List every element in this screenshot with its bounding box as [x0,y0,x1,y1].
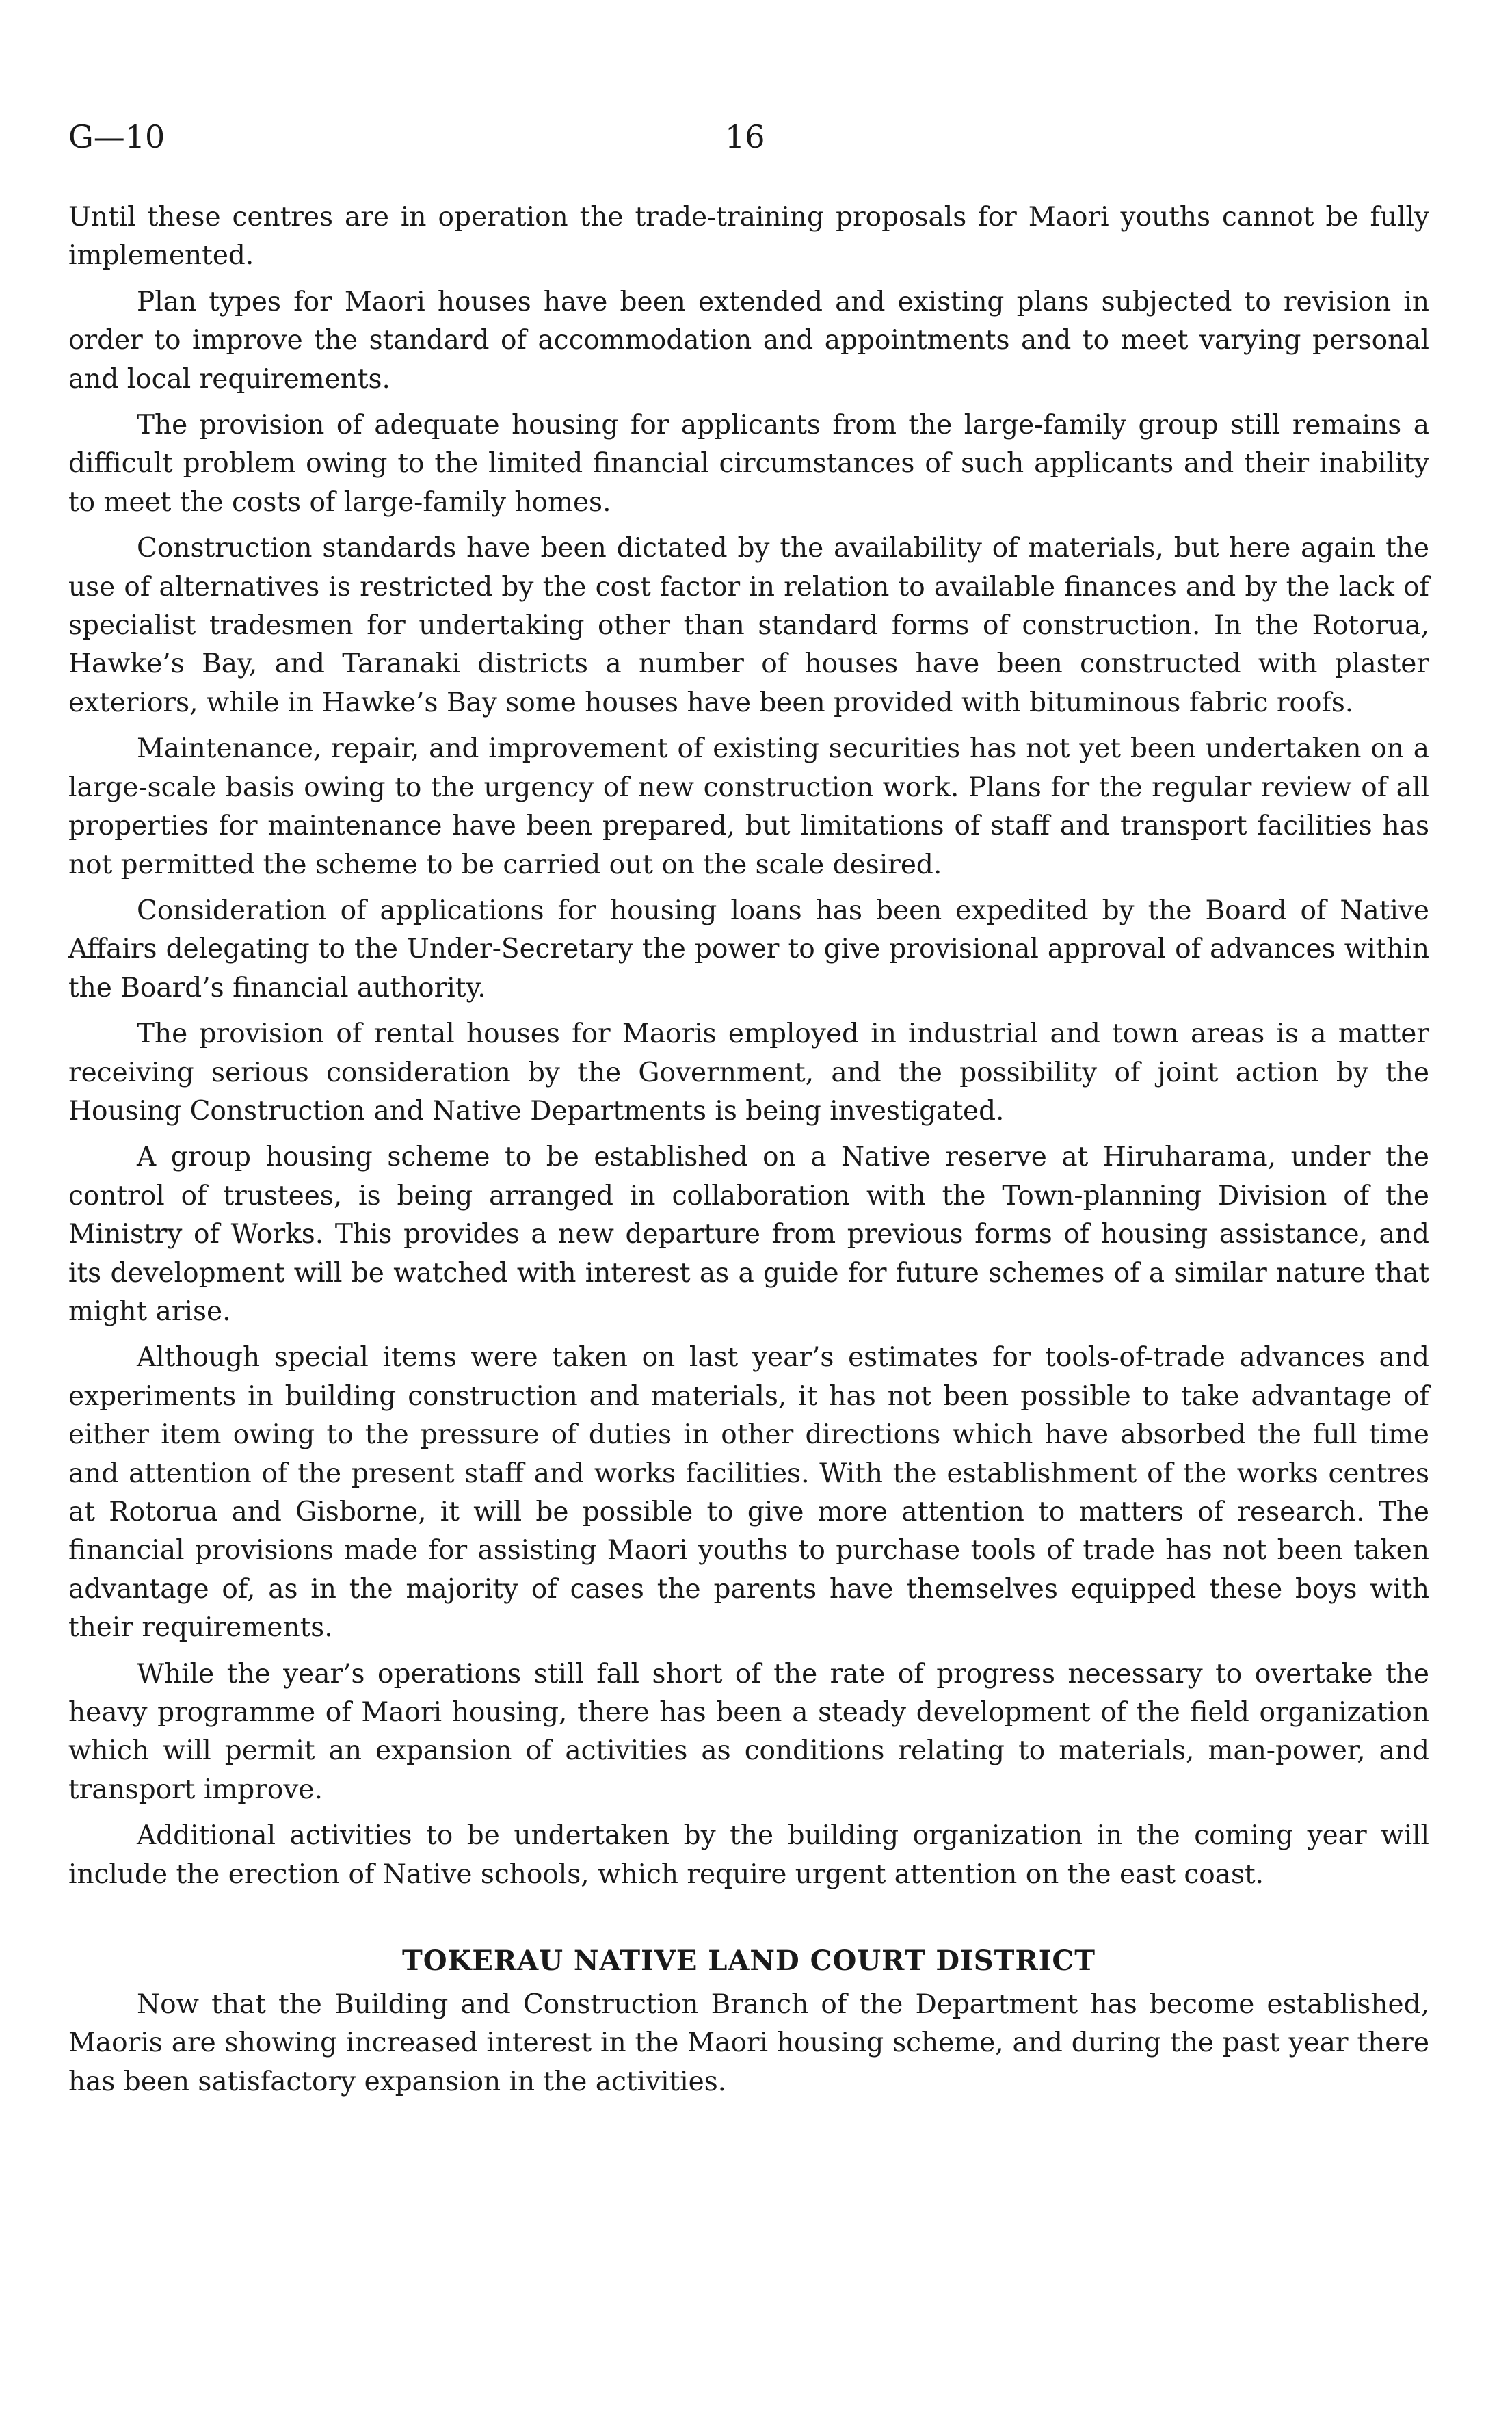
paragraph-group-housing: A group housing scheme to be established on a Native reserve at Hiruharama, under the control of trustees, is being arranged in collaboration with the Town-planning Division of the Ministry of Works. This provides a new departure from previous forms of housing assistance, and its development will be watched with interest as a guide for future schemes of a similar nature that might arise. [68,1142,1429,1327]
paragraph-year-operations: While the year’s operations still fall short of the rate of progress necessary to overtake the heavy programme of Maori housing, there has been a steady development of the field organization which will permit an expansion of activities as conditions relating to materials, man-power, and transport improve. [68,1658,1429,1805]
paragraph-special-items: Although special items were taken on last year’s estimates for tools-of-trade advances and experiments in building construction and materials, it has not been possible to take advantage of either item owing to the pressure of duties in other directions which have absorbed the full time and attention of the present staff and works facilities. With the establishment of the works centres at Rotorua and Gisborne, it will be possible to give more attention to matters of research. The financial provisions made for assisting Maori youths to purchase tools of trade has not been taken advantage of, as in the majority of cases the parents have themselves equipped these boys with their requirements. [68,1342,1429,1644]
paragraph-plan-types: Plan types for Maori houses have been extended and existing plans subjected to revision in order to improve the standard of accommodation and appointments and to meet varying personal and local requirements. [68,286,1429,395]
page-number: 16 [725,118,765,155]
document-page [68,116,1429,2109]
paragraph-additional-activities: Additional activities to be undertaken by the building organization in the coming year will include the erection of Native schools, which require urgent attention on the east coast. [68,1820,1429,1890]
section-heading: TOKERAU NATIVE LAND COURT DISTRICT [401,1945,1096,1977]
body-text [68,198,1429,2101]
paragraph-rental-houses: The provision of rental houses for Maoris employed in industrial and town areas is a matter receiving serious consideration by the Government, and the possibility of joint action by the Housing Construction and Native Departments is being investigated. [68,1019,1429,1127]
paragraph-maintenance: Maintenance, repair, and improvement of existing securities has not yet been undertaken on a large-scale basis owing to the urgency of new construction work. Plans for the regular review of all properties for maintenance have been prepared, but limitations of staff and transport facilities has not permitted the scheme to be carried out on the scale desired. [68,733,1429,880]
document-code: G—10 [68,118,165,155]
paragraph-construction-standards: Construction standards have been dictated by the availability of materials, but here again the use of alternatives is restricted by the cost factor in relation to available finances and by the lack of specialist tradesmen for undertaking other than standard forms of construction. In the Rotorua, Hawke’s Bay, and Taranaki districts a number of houses have been constructed with plaster exteriors, while in Hawke’s Bay some houses have been provided with bituminous fabric roofs. [68,533,1429,718]
paragraph-housing-loans: Consideration of applications for housing loans has been expedited by the Board of Native Affairs delegating to the Under-Secretary the power to give provisional approval of advances within the Board’s financial authority. [68,895,1429,1003]
paragraph-tokerau: Now that the Building and Construction Branch of the Department has become established, Maoris are showing increased interest in the Maori housing scheme, and during the past year there has been satisfactory expansion in the activities. [68,1989,1429,2097]
paragraph-large-family-housing: The provision of adequate housing for applicants from the large-family group still remains a difficult problem owing to the limited financial circumstances of such applicants and their inability to meet the costs of large-family homes. [68,410,1429,518]
running-header [68,116,1429,171]
paragraph-continued: Until these centres are in operation the trade-training proposals for Maori youths cannot be fully implemented. [68,202,1429,272]
